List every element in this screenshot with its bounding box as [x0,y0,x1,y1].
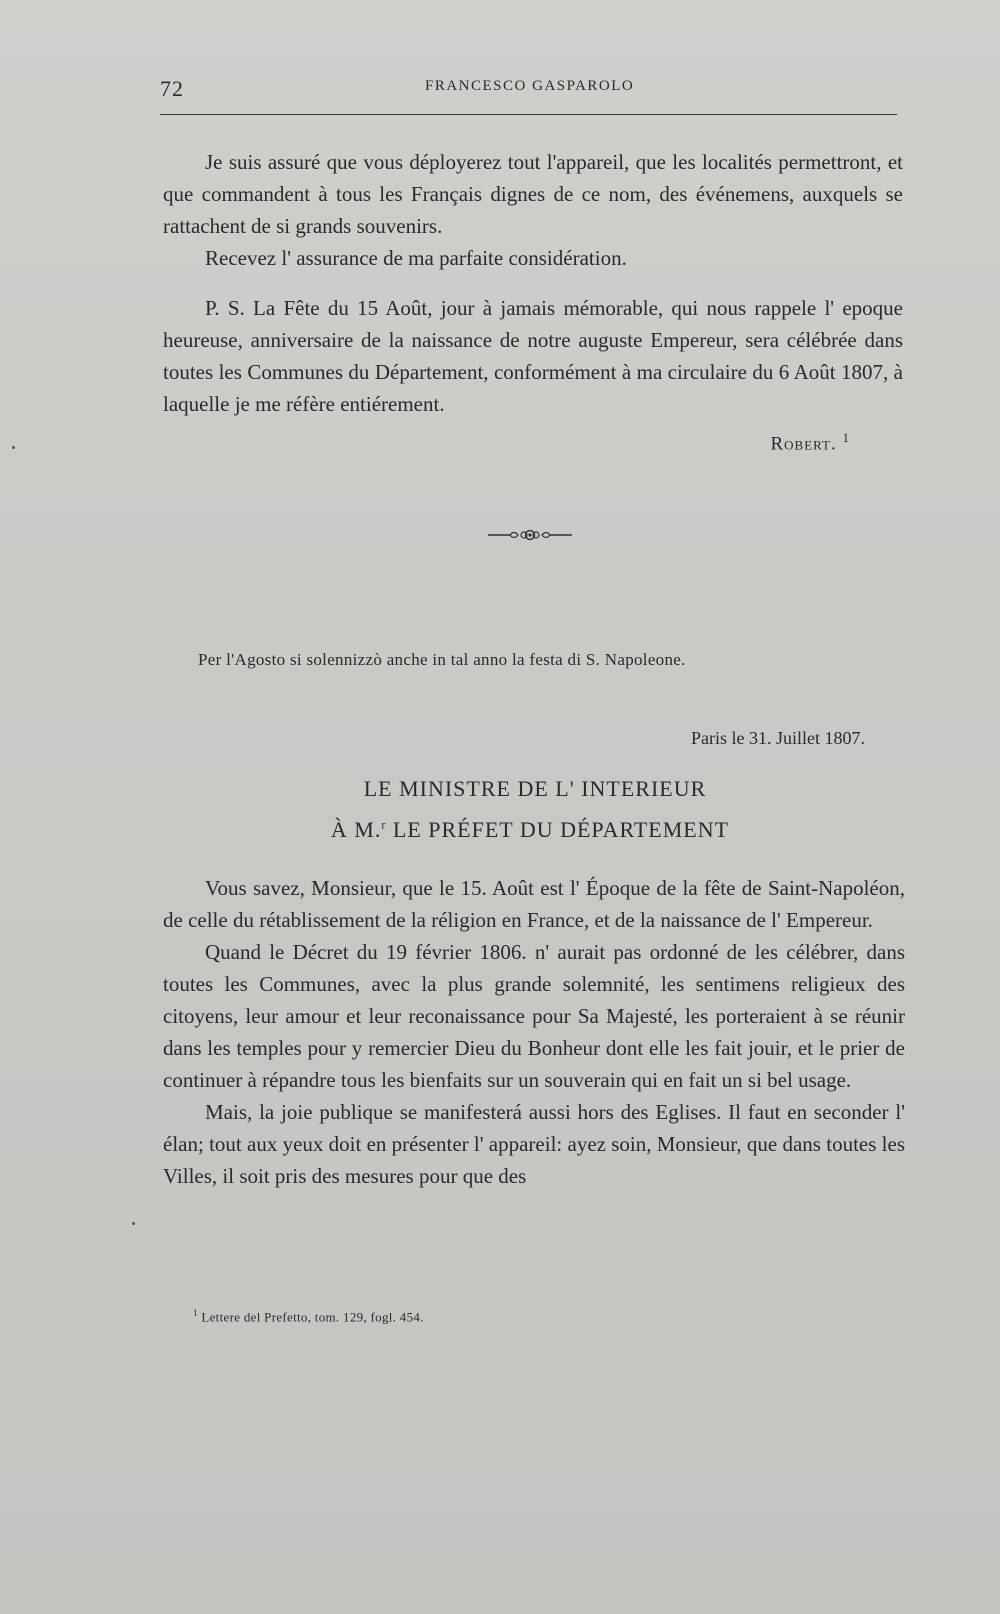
letter2-paragraph: Vous savez, Monsieur, que le 15. Août est l' Époque de la fête de Saint-Napoléon, de celle du rétablissement de la réligion en France, et de la naissance de l' Empereur. [163,876,905,932]
header-rule [160,114,897,115]
letter2-body [163,872,905,1192]
letter1-closing [163,146,903,274]
heading-superscript: r [381,817,387,832]
footnote-reference: 1 [842,430,850,445]
footnote-marker: 1 [193,1308,198,1318]
footnote-text: Lettere del Prefetto, tom. 129, fogl. 454. [201,1309,424,1325]
letter2-paragraph: Quand le Décret du 19 février 1806. n' aurait pas ordonné de les célébrer, dans toutes les Communes, avec la plus grande solemnité, les sentimens religieux des citoyens, leur amour et leur reconaissance pour Sa Majesté, les porteraient à se réunir dans les temples pour y remercier Dieu du Bonheur dont elle les fait jouir, et le prier de continuer à répandre tous les bienfaits sur un souverain qui en fait un si bel usage. [163,940,905,1092]
heading-prefix: À M. [330,817,382,842]
paper-speck [132,1222,135,1225]
running-head [0,76,1000,106]
paper-speck [12,446,15,449]
heading-suffix: LE PRÉFET DU DÉPARTEMENT [386,817,730,842]
letter1-paragraph: Je suis assuré que vous déployerez tout l'appareil, que les localités permettront, et que commandent à tous les Français dignes de ce nom, des événemens, auxquels se rattachent de si grands souvenirs. [163,150,903,238]
letter2-paragraph: Mais, la joie publique se manifesterá aussi hors des Eglises. Il faut en seconder l' élan; tout aux yeux doit en présenter l' appareil: ayez soin, Monsieur, que dans toutes les Villes, il soit pris des mesures pour que des [163,1100,905,1188]
running-title: FRANCESCO GASPAROLO [425,78,635,94]
page-number: 72 [160,76,184,101]
signature-name: Robert. [770,433,837,455]
letter2-heading-recipient [0,817,1000,843]
footnote [193,1308,424,1325]
letter2-heading-sender: LE MINISTRE DE L' INTERIEUR [363,776,707,801]
section-divider-ornament [488,527,572,543]
letter1-paragraph: Recevez l' assurance de ma parfaite considération. [205,246,627,270]
intro-line: Per l'Agosto si solennizzò anche in tal anno la festa di S. Napoleone. [198,650,686,669]
letter2-dateline: Paris le 31. Juillet 1807. [691,728,865,748]
letter1-signature [770,430,850,455]
letter1-postscript-block [163,292,903,420]
letter1-postscript: P. S. La Fête du 15 Août, jour à jamais mémorable, qui nous rappele l' epoque heureuse, anniversaire de la naissance de notre auguste Empereur, sera célébrée dans toutes les Communes du Département, conformément à ma circulaire du 6 Août 1807, à laquelle je me réfère entiérement. [163,296,903,416]
